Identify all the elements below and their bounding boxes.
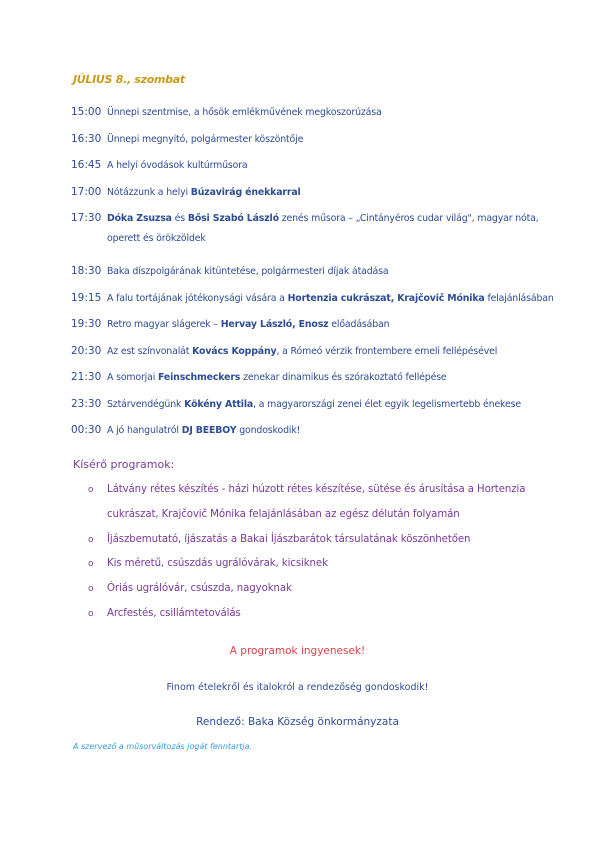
schedule-time: 17:00	[71, 185, 102, 198]
schedule-description	[107, 425, 300, 436]
schedule-time: 15:00	[71, 106, 102, 118]
schedule-row	[71, 392, 521, 411]
description-text: zenekar dinamikus és szórakoztató fellépése	[240, 372, 447, 383]
description-text: Nótázzunk a helyi	[107, 186, 191, 198]
description-text: Az est színvonalát	[107, 345, 193, 357]
schedule-description	[107, 346, 497, 357]
description-text: Sztárvendégünk	[107, 398, 185, 410]
side-program-item	[88, 583, 292, 594]
schedule-row	[71, 312, 389, 331]
schedule-description	[107, 160, 248, 171]
side-program-item	[88, 534, 470, 545]
schedule-time: 23:30	[71, 397, 102, 410]
performer-name: Feinschmeckers	[158, 372, 241, 383]
schedule-row	[71, 153, 248, 172]
bullet-icon: o	[88, 534, 94, 545]
schedule-time: 19:15	[71, 291, 102, 304]
schedule-time: 17:30	[71, 212, 102, 224]
performer-name: Kökény Attila	[184, 398, 254, 410]
performer-name: Kovács Koppány	[192, 345, 277, 357]
performer-name: Dóka Zsuzsa	[107, 213, 172, 224]
schedule-description	[107, 134, 303, 145]
bullet-icon: o	[88, 559, 94, 570]
schedule-row	[71, 100, 382, 119]
description-text: gondoskodik!	[236, 425, 301, 436]
description-text: Baka díszpolgárának kitüntetése, polgármesteri díjak átadása	[107, 266, 389, 277]
schedule-time: 21:30	[71, 371, 102, 383]
bullet-icon: o	[88, 485, 94, 495]
schedule-time: 18:30	[71, 265, 102, 277]
performer-name: DJ BEEBOY	[181, 425, 237, 436]
schedule-description	[107, 187, 301, 198]
schedule-time: 00:30	[71, 424, 102, 436]
schedule-description	[107, 399, 521, 410]
schedule-description	[107, 372, 447, 383]
description-text: A somorjai	[107, 372, 159, 383]
bullet-icon: o	[88, 609, 94, 619]
schedule-description	[107, 319, 389, 330]
schedule-time: 16:45	[71, 159, 102, 171]
performer-name: Hortenzia cukrászat, Krajčovič Mónika	[287, 292, 485, 304]
date-heading: JÚLIUS 8., szombat	[73, 73, 185, 86]
description-text: Ünnepi szentmise, a hősök emlékművének megkoszorúzása	[107, 107, 382, 118]
schedule-description	[107, 107, 382, 118]
side-program-text-continued: cukrászat, Krajčovič Mónika felajánlásában az egész délután folyamán	[107, 508, 460, 520]
description-text: és	[171, 213, 188, 224]
schedule-description	[107, 266, 388, 277]
description-text: felajánlásában	[484, 292, 554, 304]
side-program-text: Arcfestés, csillámtetoválás	[107, 608, 241, 619]
free-entry-note: A programok ingyenesek!	[229, 645, 366, 657]
description-text: A helyi óvodások kultúrműsora	[107, 160, 248, 171]
schedule-row	[71, 418, 300, 437]
food-drinks-note: Finom ételekről és italokról a rendezőség gondoskodik!	[166, 682, 429, 693]
side-program-text: Íjászbemutató, íjászatás a Bakai Íjászbarátok társulatának köszönhetően	[107, 533, 471, 545]
description-text: előadásában	[328, 319, 390, 330]
side-program-text: Látvány rétes készítés - házi húzott rétes készítése, sütése és árusítása a Hortenzia	[107, 484, 526, 495]
schedule-row	[71, 127, 303, 146]
description-text: A jó hangulatról	[107, 425, 182, 436]
schedule-row	[71, 365, 447, 384]
side-program-item	[88, 484, 525, 495]
schedule-time: 20:30	[71, 344, 102, 357]
organizer-line: Rendező: Baka Község önkormányzata	[196, 716, 399, 728]
bullet-icon: o	[88, 584, 94, 595]
description-text: Retro magyar slágerek –	[107, 319, 221, 330]
side-program-item	[88, 608, 241, 619]
performer-name: Bősi Szabó László	[187, 213, 279, 224]
schedule-row	[71, 339, 497, 358]
description-text: Ünnepi megnyitó, polgármester köszöntője	[107, 133, 304, 145]
side-program-text: Óriás ugrálóvár, csúszda, nagyoknak	[107, 583, 292, 595]
schedule-description-continued: operett és örökzöldek	[107, 232, 206, 244]
description-text: zenés műsora – „Cintányéros cudar világ", magyar nóta,	[278, 213, 539, 224]
schedule-time: 16:30	[71, 132, 102, 145]
schedule-row	[71, 180, 301, 199]
schedule-time: 19:30	[71, 318, 102, 330]
performer-name: Hervay László, Enosz	[220, 319, 329, 330]
side-programs-title: Kísérő programok:	[73, 458, 175, 471]
schedule-description	[107, 293, 554, 304]
description-text: , a Rómeó vérzik frontembere emeli fellépésével	[276, 345, 498, 357]
schedule-description	[107, 213, 539, 224]
schedule-row	[71, 259, 388, 278]
disclaimer-note: A szervező a műsorváltozás jogát fenntartja.	[73, 742, 253, 751]
performer-name: Búzavirág énekkarral	[190, 186, 301, 198]
side-program-text: Kis méretű, csúszdás ugrálóvárak, kicsiknek	[107, 558, 328, 570]
description-text: , a magyarországi zenei élet egyik legelismertebb énekese	[253, 398, 521, 410]
schedule-row	[71, 286, 554, 305]
description-text: A falu tortájának jótékonysági vására a	[107, 292, 288, 304]
schedule-row	[71, 206, 539, 225]
side-program-item	[88, 558, 328, 569]
